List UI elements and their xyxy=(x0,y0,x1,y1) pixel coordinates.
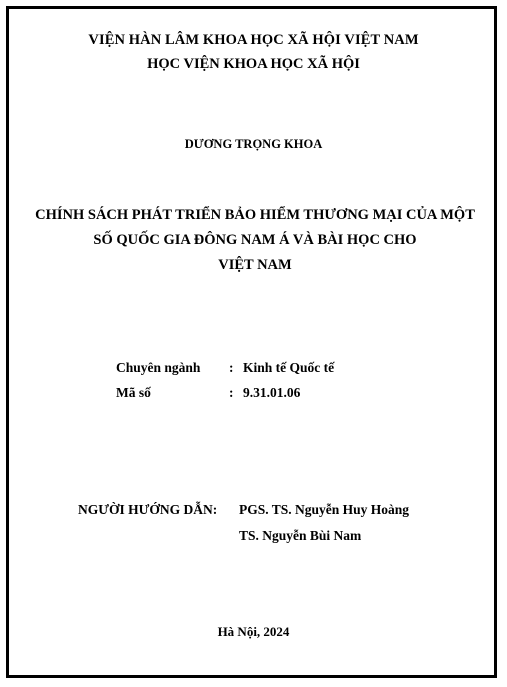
code-value: 9.31.01.06 xyxy=(243,385,301,400)
thesis-title-line-1: CHÍNH SÁCH PHÁT TRIỂN BẢO HIỂM THƯƠNG MẠI CỦA MỘT xyxy=(35,207,475,223)
thesis-title-line-3: VIỆT NAM xyxy=(218,257,292,273)
major-colon: : xyxy=(229,360,234,375)
thesis-title xyxy=(20,203,490,278)
major-label: Chuyên ngành xyxy=(116,360,201,375)
thesis-title-line-2: SỐ QUỐC GIA ĐÔNG NAM Á VÀ BÀI HỌC CHO xyxy=(93,232,417,248)
institution-line-1: VIỆN HÀN LÂM KHOA HỌC XÃ HỘI VIỆT NAM xyxy=(88,32,419,48)
page-border xyxy=(6,6,497,678)
code-colon: : xyxy=(229,385,234,400)
code-label: Mã số xyxy=(116,385,151,400)
advisor-2: TS. Nguyễn Bùi Nam xyxy=(239,528,362,543)
institution-line-2: HỌC VIỆN KHOA HỌC XÃ HỘI xyxy=(147,56,360,72)
place-date: Hà Nội, 2024 xyxy=(217,624,290,639)
advisor-1: PGS. TS. Nguyễn Huy Hoàng xyxy=(239,502,410,517)
major-value: Kinh tế Quốc tế xyxy=(243,360,335,375)
author-name: DƯƠNG TRỌNG KHOA xyxy=(184,137,323,151)
advisor-label: NGƯỜI HƯỚNG DẪN: xyxy=(78,502,218,517)
